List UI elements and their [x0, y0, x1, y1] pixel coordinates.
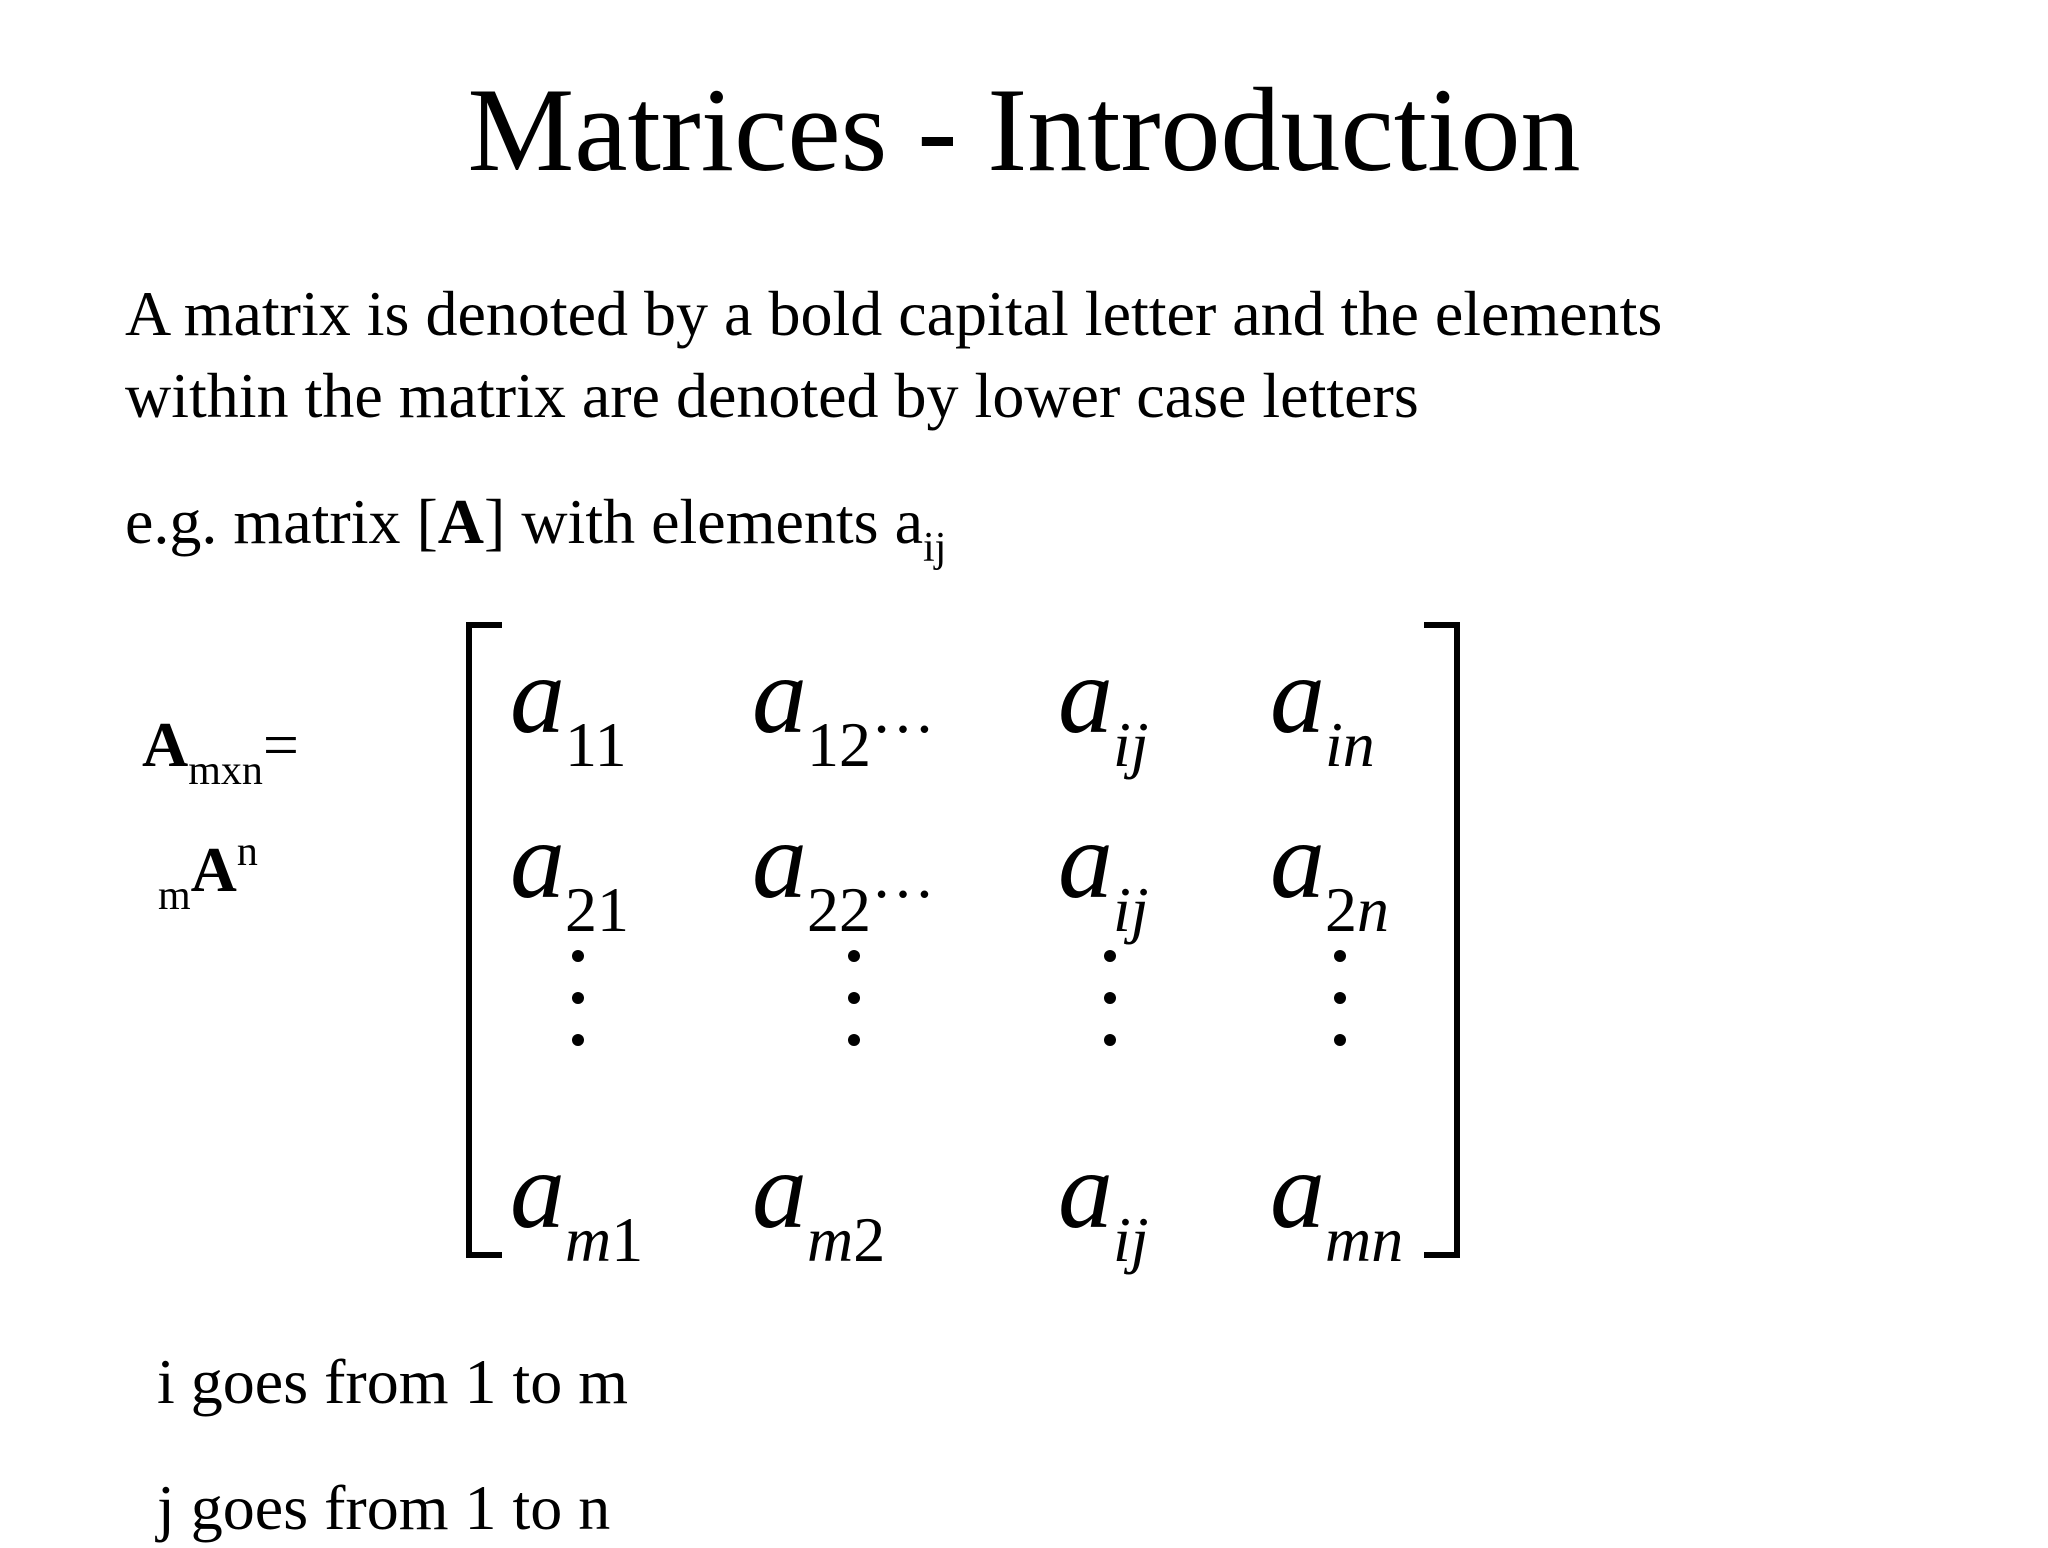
- element-base: a: [1058, 799, 1113, 921]
- matrix-element: [1058, 799, 1149, 945]
- matrix-element: [752, 799, 935, 945]
- element-base: a: [510, 1129, 565, 1251]
- element-base: a: [510, 634, 565, 756]
- element-subscript: ij: [1113, 709, 1149, 780]
- intro-text-line-1: A matrix is denoted by a bold capital letter and the elements: [125, 278, 1663, 349]
- element-base: a: [1058, 634, 1113, 756]
- element-subscript: m2: [807, 1204, 886, 1275]
- element-base: a: [510, 799, 565, 921]
- matrix-element: [1270, 799, 1389, 945]
- matrix-element: [752, 634, 935, 780]
- example-subscript: ij: [922, 525, 947, 571]
- man-letter: A: [190, 834, 237, 905]
- vertical-dots-col-3: [1104, 950, 1114, 1050]
- matrix-notation-man: [158, 830, 258, 918]
- element-subscript: ij: [1113, 1204, 1149, 1275]
- element-subscript: 2n: [1325, 874, 1389, 945]
- vertical-dots-col-1: [572, 950, 582, 1050]
- matrix-element: [510, 799, 629, 945]
- man-superscript: n: [236, 829, 258, 875]
- matrix-element: [1058, 634, 1149, 780]
- matrix-element: [752, 1129, 886, 1275]
- element-base: a: [752, 799, 807, 921]
- element-subscript: ij: [1113, 874, 1149, 945]
- example-suffix: ] with elements a: [484, 486, 923, 557]
- horizontal-ellipsis: …: [871, 675, 935, 746]
- matrix-element: [510, 634, 627, 780]
- element-base: a: [752, 1129, 807, 1251]
- element-base: a: [752, 634, 807, 756]
- amxn-subscript: mxn: [188, 748, 263, 794]
- amxn-letter: A: [142, 709, 189, 780]
- example-line: [125, 482, 946, 570]
- element-subscript: m1: [565, 1204, 644, 1275]
- matrix-notation-amxn: [142, 705, 299, 793]
- slide-title: Matrices - Introduction: [467, 63, 1581, 196]
- element-base: a: [1058, 1129, 1113, 1251]
- matrix-right-bracket: [1424, 622, 1460, 1258]
- element-subscript: mn: [1325, 1204, 1404, 1275]
- element-subscript: 11: [565, 709, 627, 780]
- horizontal-ellipsis: …: [871, 840, 935, 911]
- amxn-equals: =: [262, 709, 299, 780]
- matrix-element: [1270, 634, 1375, 780]
- element-subscript: 21: [565, 874, 629, 945]
- vertical-dots-col-4: [1334, 950, 1344, 1050]
- matrix-left-bracket: [466, 622, 502, 1258]
- matrix-element: [510, 1129, 644, 1275]
- element-subscript: 22: [807, 874, 871, 945]
- element-base: a: [1270, 799, 1325, 921]
- element-subscript: 12: [807, 709, 871, 780]
- intro-text-line-2: within the matrix are denoted by lower case letters: [125, 360, 1419, 431]
- matrix-element: [1270, 1129, 1404, 1275]
- element-subscript: in: [1325, 709, 1375, 780]
- vertical-dots-col-2: [848, 950, 858, 1050]
- j-range-text: j goes from 1 to n: [157, 1472, 611, 1543]
- element-base: a: [1270, 634, 1325, 756]
- element-base: a: [1270, 1129, 1325, 1251]
- i-range-text: i goes from 1 to m: [157, 1346, 629, 1417]
- example-bold-letter: A: [437, 486, 484, 557]
- matrix-element: [1058, 1129, 1149, 1275]
- man-pre-subscript: m: [158, 873, 191, 919]
- example-prefix: e.g. matrix [: [125, 486, 438, 557]
